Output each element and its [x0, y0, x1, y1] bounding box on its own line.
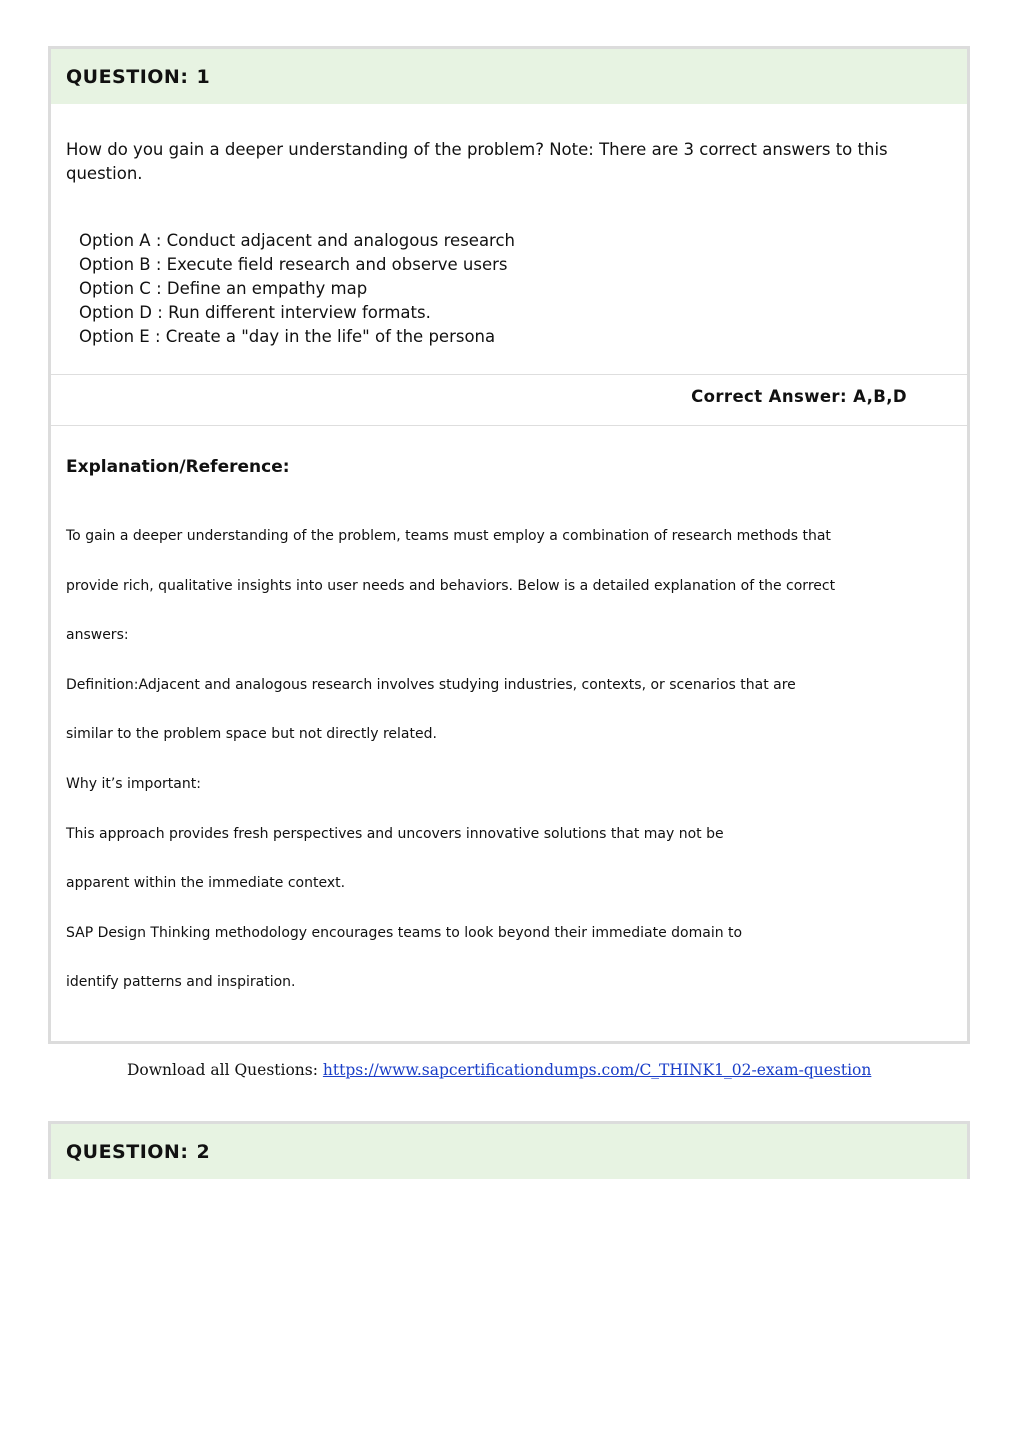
explanation-title: Explanation/Reference: [66, 457, 290, 477]
explanation-line: identify patterns and inspiration. [66, 974, 296, 991]
option-b: Option B : Execute field research and observe users [79, 255, 508, 274]
option-c: Option C : Define an empathy map [79, 279, 368, 298]
question-header [51, 49, 967, 104]
option-a: Option A : Conduct adjacent and analogous research [79, 231, 516, 250]
option-e: Option E : Create a "day in the life" of the persona [79, 327, 496, 346]
divider [51, 374, 967, 375]
divider [51, 425, 967, 426]
explanation-line: Definition:Adjacent and analogous research involves studying industries, contexts, or scenarios that are [66, 676, 796, 693]
question-number: 2 [196, 1140, 211, 1163]
question-header [51, 1124, 967, 1179]
question-label: QUESTION: [66, 1140, 189, 1163]
explanation-body [66, 526, 926, 1022]
explanation-line: answers: [66, 627, 129, 644]
question-label: QUESTION: [66, 65, 189, 88]
explanation-line: apparent within the immediate context. [66, 875, 346, 892]
option-d: Option D : Run different interview formats. [79, 303, 431, 322]
download-footer [127, 1061, 871, 1079]
question-number: 1 [196, 65, 211, 88]
question-card-2 [48, 1121, 970, 1179]
options-list [79, 229, 515, 349]
explanation-line: To gain a deeper understanding of the problem, teams must employ a combination of research methods that [66, 528, 831, 544]
explanation-line: SAP Design Thinking methodology encourages teams to look beyond their immediate domain to [66, 924, 743, 941]
explanation-line: Why it’s important: [66, 775, 201, 792]
explanation-line: similar to the problem space but not directly related. [66, 726, 437, 743]
download-label: Download all Questions: [127, 1061, 323, 1079]
explanation-line: provide rich, qualitative insights into user needs and behaviors. Below is a detailed explanation of the correct [66, 577, 836, 594]
correct-answer: Correct Answer: A,B,D [691, 387, 907, 406]
download-link[interactable]: https://www.sapcertificationdumps.com/C_THINK1_02-exam-question [322, 1061, 872, 1079]
question-text: How do you gain a deeper understanding of the problem? Note: There are 3 correct answers to this question. [66, 140, 888, 183]
explanation-line: This approach provides fresh perspectives and uncovers innovative solutions that may not be [66, 825, 724, 842]
question-card-1 [48, 46, 970, 1044]
